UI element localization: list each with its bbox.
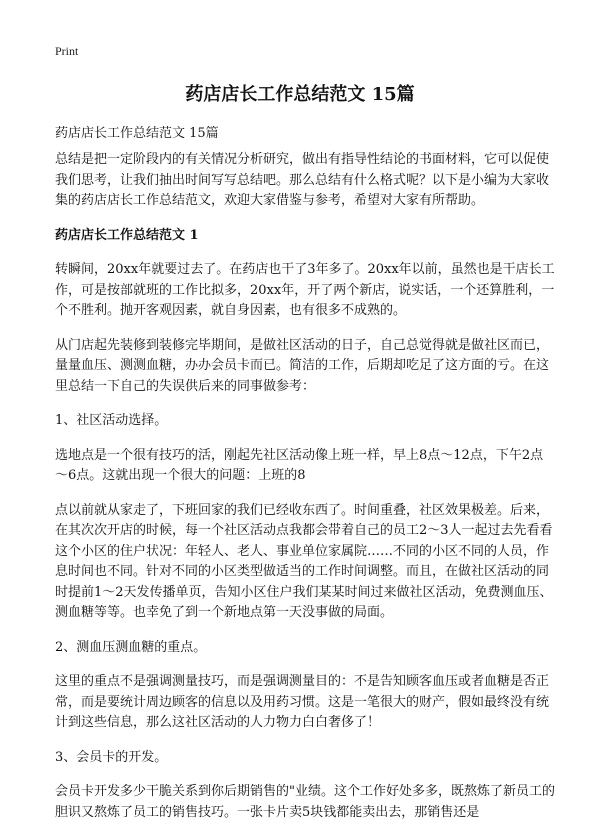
paragraph-5: 这里的重点不是强调测量技巧，而是强调测量目的：不是告知顾客血压或者血糖是否正常，而是要统计周边顾客的信息以及用药习惯。这是一笔很大的财产，假如最终没有统计到这些信息，那么这社区活动的人力物力白白奢侈了！: [55, 674, 550, 730]
list-item-1: 1、社区活动选择。: [55, 413, 168, 428]
paragraph-6: 会员卡开发多少干脆关系到你后期销售的"业绩。这个工作好处多多，既熬炼了新员工的胆识又熬炼了员工的销售技巧。一张卡片卖5块钱都能卖出去，那销售还是: [55, 784, 555, 820]
document-body: [55, 150, 555, 837]
section-heading: 药店店长工作总结范文 1: [55, 227, 199, 243]
paragraph-1: 转瞬间，20xx年就要过去了。在药店也干了3年多了。20xx年以前，虽然也是干店长工作，可是按部就班的工作比拟多，20xx年，开了两个新店，说实话，一个还算胜利，一个不胜利。抛开客观因素，就自身因素，也有很多不成熟的。: [55, 262, 555, 318]
intro-paragraph: 总结是把一定阶段内的有关情况分析研究，做出有指导性结论的书面材料，它可以促使我们思考，让我们抽出时间写写总结吧。那么总结有什么格式呢？以下是小编为大家收集的药店店长工作总结范文，欢迎大家借鉴与参考，希望对大家有所帮助。: [55, 152, 550, 208]
print-label[interactable]: Print: [55, 44, 79, 58]
paragraph-2: 从门店起先装修到装修完毕期间，是做社区活动的日子，自己总觉得就是做社区而已，量量血压、测测血糖，办办会员卡而已。简洁的工作，后期却吃足了这方面的亏。在这里总结一下自己的失误供后来的同事做参考：: [55, 337, 550, 394]
document-subtitle: 药店店长工作总结范文 15篇: [55, 126, 219, 141]
page-title: 药店店长工作总结范文 15篇: [185, 84, 415, 105]
paragraph-4: 点以前就从家走了，下班回家的我们已经收东西了。时间重叠，社区效果极差。后来，在其次次开店的时候，每一个社区活动点我都会带着自己的员工2～3人一起过去先看看这个小区的住户状况：年轻人、老人、事业单位家属院……不同的小区不同的人员，作息时间也不同。针对不同的小区类型做适当的工作时间调整。而且，在做社区活动的同时提前1～2天发传播单页，告知小区住户我们某某时间过来做社区活动，免费测血压、测血糖等等。也幸免了到一个新地点第一天没事做的局面。: [55, 502, 553, 620]
paragraph-3: 选地点是一个很有技巧的活，刚起先社区活动像上班一样，早上8点～12点，下午2点～6点。这就出现一个很大的问题：上班的8: [55, 447, 544, 483]
list-item-3: 3、会员卡的开发。: [55, 749, 168, 765]
list-item-2: 2、测血压测血糖的重点。: [55, 639, 207, 655]
